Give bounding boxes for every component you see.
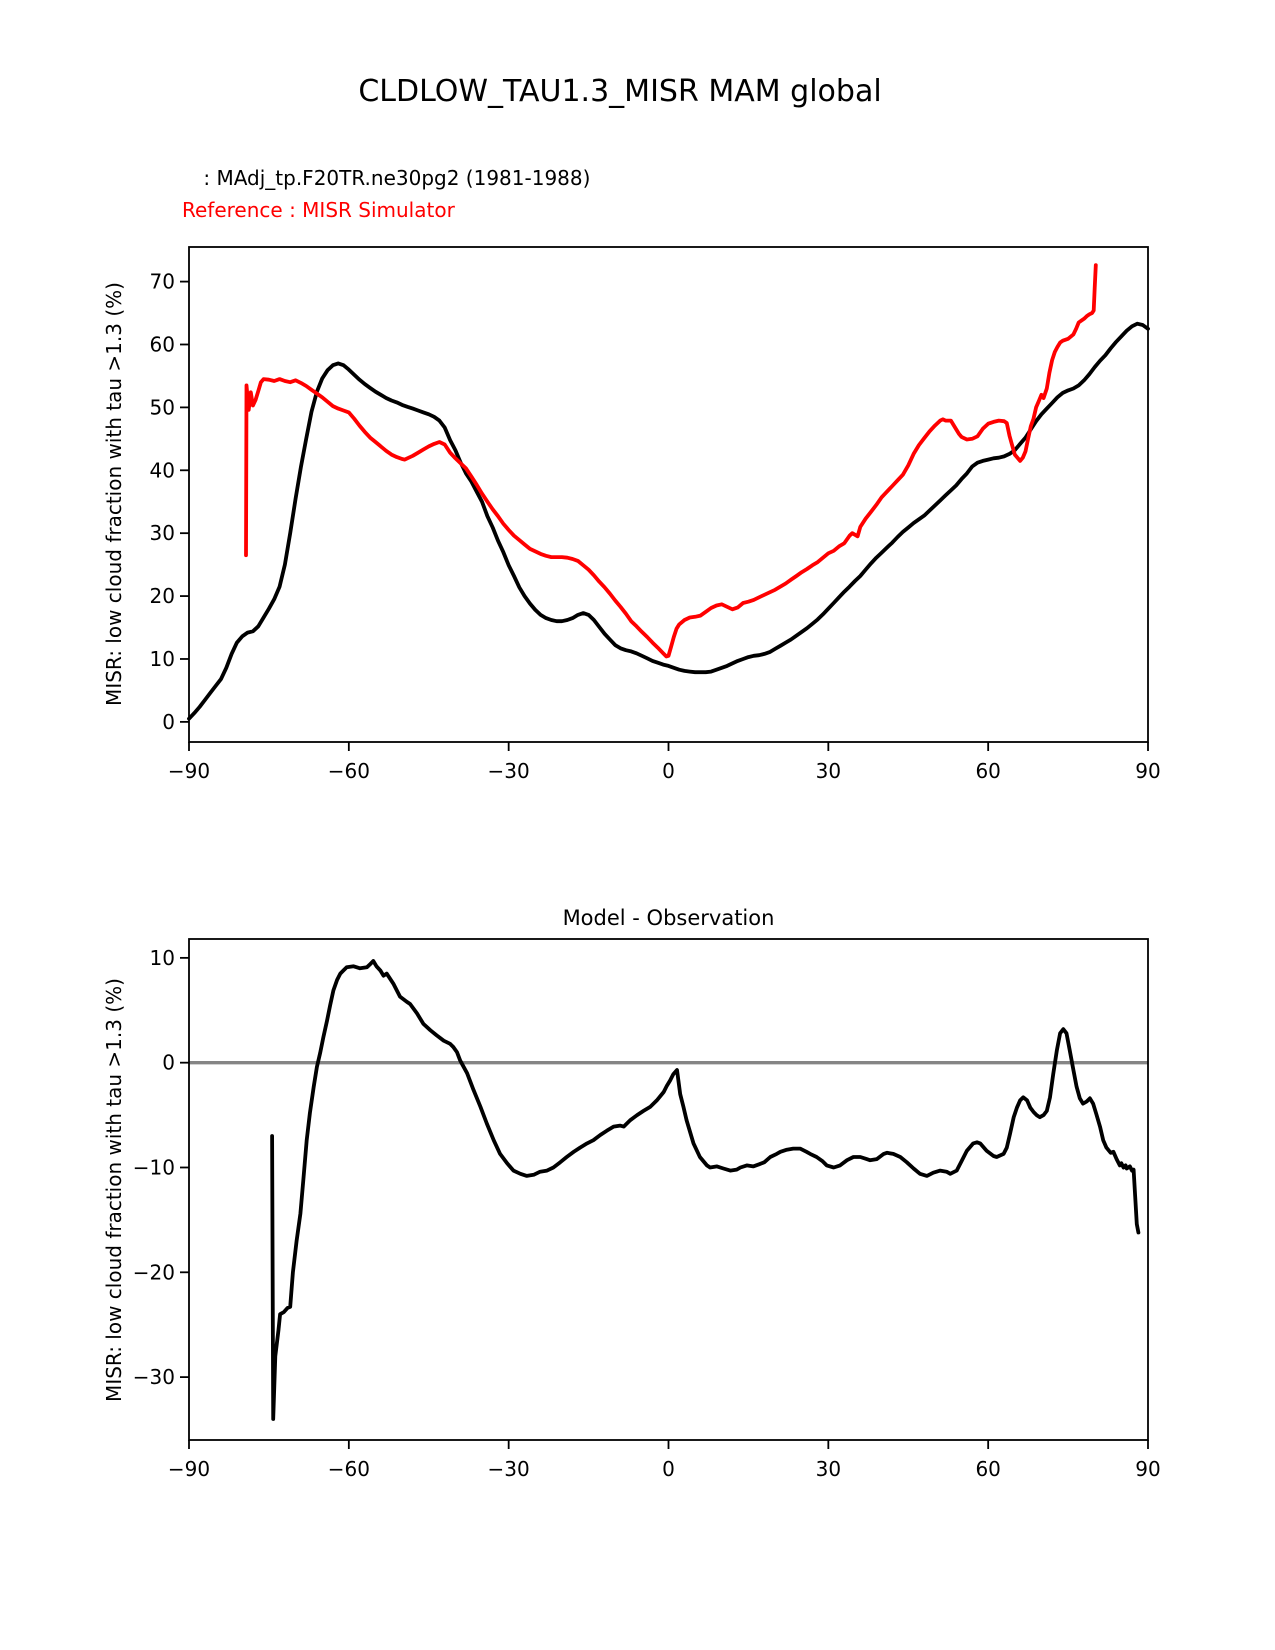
bottom-chart-ylabel: MISR: low cloud fraction with tau >1.3 (%) (102, 978, 126, 1402)
y-tick-label: 70 (149, 269, 175, 294)
bottom-chart (133, 906, 1161, 1481)
x-tick-label: 60 (975, 759, 1001, 783)
top-chart-ylabel: MISR: low cloud fraction with tau >1.3 (%) (102, 282, 126, 706)
model-run-label: : MAdj_tp.F20TR.ne30pg2 (1981-1988) (197, 166, 591, 190)
plot-border (189, 939, 1148, 1440)
x-tick-label: −60 (327, 1457, 370, 1481)
x-tick-label: 60 (975, 1457, 1001, 1481)
x-tick-label: −90 (167, 1457, 211, 1481)
page-title: CLDLOW_TAU1.3_MISR MAM global (358, 74, 882, 109)
panel-title: Model - Observation (562, 906, 775, 930)
x-tick-label: 30 (815, 1457, 842, 1481)
x-tick-label: 0 (662, 1457, 675, 1481)
y-tick-label: 60 (149, 332, 175, 357)
y-tick-label: 10 (149, 646, 175, 671)
x-tick-label: −30 (487, 1457, 530, 1481)
y-tick-label: −10 (132, 1155, 175, 1180)
reference-label: Reference : MISR Simulator (182, 198, 455, 222)
reference-line (246, 265, 1096, 656)
y-tick-label: −30 (132, 1365, 175, 1390)
y-tick-label: 30 (149, 521, 175, 546)
y-tick-label: −20 (132, 1260, 175, 1285)
model-minus-observation-line (272, 961, 1138, 1419)
x-tick-label: 90 (1135, 759, 1161, 783)
x-tick-label: 90 (1135, 1457, 1161, 1481)
x-tick-label: −60 (327, 759, 370, 783)
x-tick-label: 30 (815, 759, 842, 783)
top-chart (150, 247, 1161, 783)
y-tick-label: 50 (149, 395, 175, 420)
y-tick-label: 40 (149, 458, 175, 483)
y-tick-label: 20 (149, 584, 175, 609)
model-line (189, 324, 1148, 719)
x-tick-label: 0 (662, 759, 675, 783)
y-tick-label: 0 (162, 709, 175, 734)
x-tick-label: −30 (487, 759, 530, 783)
y-tick-label: 0 (162, 1050, 175, 1075)
y-tick-label: 10 (149, 945, 175, 970)
x-tick-label: −90 (167, 759, 211, 783)
